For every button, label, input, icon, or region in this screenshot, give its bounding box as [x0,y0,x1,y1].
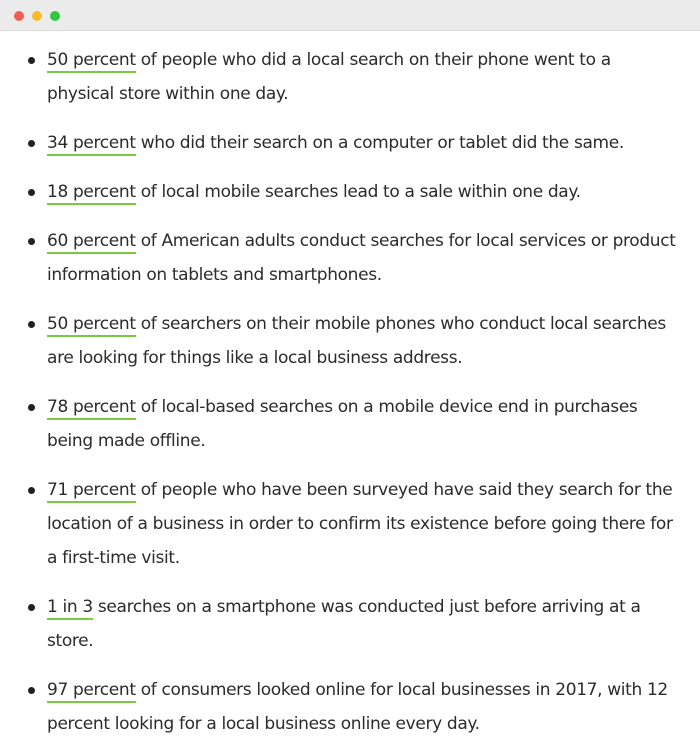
list-item [28,473,682,575]
stat-link[interactable]: 18 percent [47,182,136,205]
list-item [28,673,682,741]
stat-link[interactable]: 60 percent [47,231,136,254]
stat-link[interactable]: 34 percent [47,133,136,156]
stat-link[interactable]: 71 percent [47,480,136,503]
stat-text: of American adults conduct searches for local services or product information on tablets and smartphones. [47,231,676,285]
close-window-button[interactable] [14,11,24,21]
stats-list [28,43,682,741]
list-item [28,175,682,209]
window-titlebar [0,0,700,31]
content-area [0,31,700,741]
list-item [28,307,682,375]
list-item [28,126,682,160]
stat-text: of local mobile searches lead to a sale within one day. [135,182,581,202]
stat-link[interactable]: 78 percent [47,397,136,420]
stat-text: of people who have been surveyed have said they search for the location of a business in order to confirm its existence before going there for a first-time visit. [47,480,673,568]
list-item [28,590,682,658]
list-item [28,43,682,111]
list-item [28,390,682,458]
stat-text: who did their search on a computer or tablet did the same. [135,133,624,153]
stat-link[interactable]: 1 in 3 [47,597,93,620]
stat-link[interactable]: 50 percent [47,314,136,337]
stat-link[interactable]: 97 percent [47,680,136,703]
stat-text: of consumers looked online for local businesses in 2017, with 12 percent looking for a local business online every day. [47,680,668,734]
stat-text: of people who did a local search on their phone went to a physical store within one day. [47,50,611,104]
stat-text: searches on a smartphone was conducted just before arriving at a store. [47,597,641,651]
minimize-window-button[interactable] [32,11,42,21]
maximize-window-button[interactable] [50,11,60,21]
stat-link[interactable]: 50 percent [47,50,136,73]
stat-text: of searchers on their mobile phones who conduct local searches are looking for things like a local business address. [47,314,666,368]
list-item [28,224,682,292]
stat-text: of local-based searches on a mobile device end in purchases being made offline. [47,397,638,451]
